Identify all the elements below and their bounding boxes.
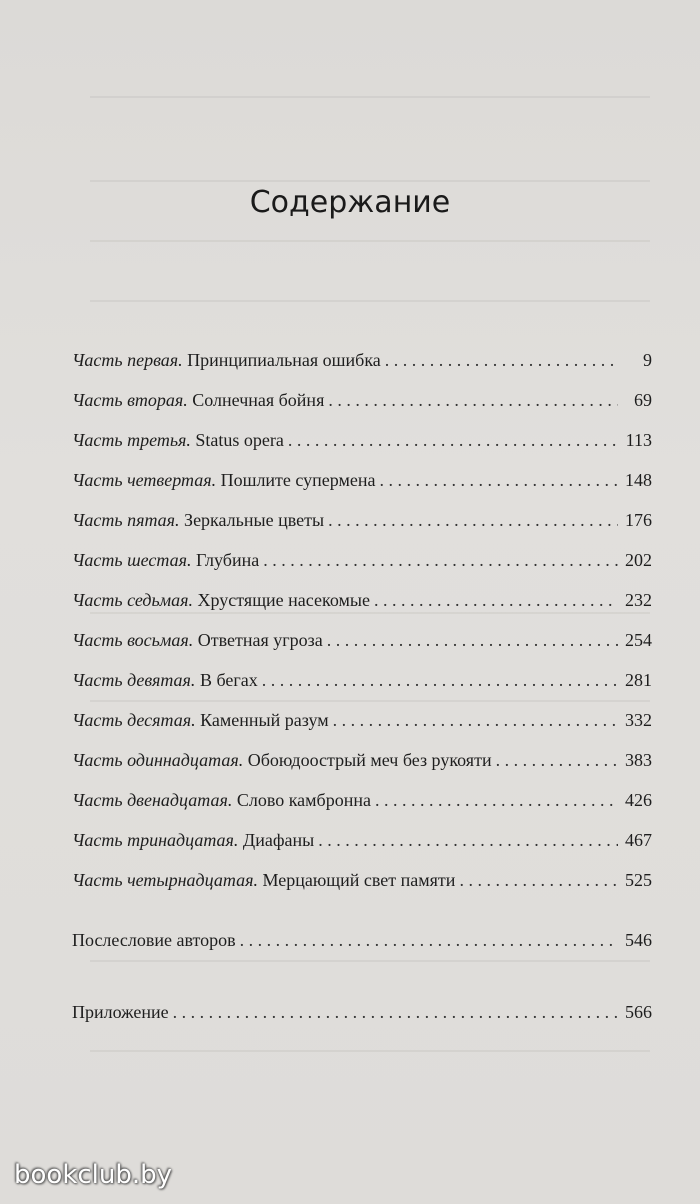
toc-part-title: Солнечная бойня bbox=[192, 390, 325, 410]
toc-leader-dots bbox=[374, 580, 618, 620]
toc-part-label: Часть седьмая. bbox=[72, 590, 194, 610]
toc-part-label: Часть тринадцатая. bbox=[72, 830, 239, 850]
toc-part-label: Часть вторая. bbox=[72, 390, 188, 410]
toc-entry bbox=[72, 500, 652, 540]
toc-part-label: Часть пятая. bbox=[72, 510, 180, 530]
toc-part-title: Слово камбронна bbox=[236, 790, 371, 810]
toc-page-number: 148 bbox=[625, 470, 652, 490]
toc-part-title: Пошлите супермена bbox=[220, 470, 376, 490]
toc-part-title: Хрустящие насекомые bbox=[197, 590, 370, 610]
table-of-contents bbox=[72, 340, 652, 900]
toc-part-label: Часть двенадцатая. bbox=[72, 790, 233, 810]
toc-appendix-title: Приложение bbox=[72, 1002, 169, 1022]
toc-page-number: 69 bbox=[634, 390, 652, 410]
toc-entry bbox=[72, 740, 652, 780]
toc-part-title: Принципиальная ошибка bbox=[187, 350, 381, 370]
toc-part-label: Часть девятая. bbox=[72, 670, 196, 690]
toc-appendix bbox=[72, 992, 652, 1032]
toc-leader-dots bbox=[496, 740, 618, 780]
toc-entry bbox=[72, 860, 652, 900]
toc-page-number: 467 bbox=[625, 830, 652, 850]
toc-page-number: 525 bbox=[625, 870, 652, 890]
toc-page-number: 232 bbox=[625, 590, 652, 610]
toc-part-label: Часть шестая. bbox=[72, 550, 192, 570]
toc-entry bbox=[72, 340, 652, 380]
toc-entry bbox=[72, 460, 652, 500]
toc-entry bbox=[72, 540, 652, 580]
toc-page-number: 254 bbox=[625, 630, 652, 650]
toc-part-title: Мерцающий свет памяти bbox=[262, 870, 456, 890]
toc-entry bbox=[72, 620, 652, 660]
toc-afterword bbox=[72, 920, 652, 960]
toc-leader-dots bbox=[263, 540, 618, 580]
toc-page-number: 332 bbox=[625, 710, 652, 730]
toc-entry bbox=[72, 660, 652, 700]
toc-part-title: Глубина bbox=[196, 550, 260, 570]
toc-part-label: Часть десятая. bbox=[72, 710, 196, 730]
toc-part-title: Status opera bbox=[195, 430, 284, 450]
toc-part-label: Часть одиннадцатая. bbox=[72, 750, 244, 770]
toc-part-title: Обоюдоострый меч без рукояти bbox=[247, 750, 492, 770]
toc-leader-dots bbox=[173, 992, 618, 1032]
toc-entry bbox=[72, 420, 652, 460]
toc-leader-dots bbox=[328, 380, 618, 420]
toc-page-number: 426 bbox=[625, 790, 652, 810]
toc-part-title: Диафаны bbox=[242, 830, 315, 850]
toc-entry bbox=[72, 700, 652, 740]
page-title: Содержание bbox=[249, 185, 451, 220]
toc-part-label: Часть четырнадцатая. bbox=[72, 870, 258, 890]
toc-page-number: 383 bbox=[625, 750, 652, 770]
toc-page-number: 281 bbox=[625, 670, 652, 690]
toc-page-number: 202 bbox=[625, 550, 652, 570]
toc-part-label: Часть четвертая. bbox=[72, 470, 217, 490]
toc-page-number: 566 bbox=[625, 1002, 652, 1022]
toc-leader-dots bbox=[459, 860, 618, 900]
toc-afterword-title: Послесловие авторов bbox=[72, 930, 236, 950]
toc-leader-dots bbox=[240, 920, 618, 960]
watermark: bookclub.by bbox=[14, 1160, 173, 1190]
toc-entry bbox=[72, 580, 652, 620]
toc-entry bbox=[72, 992, 652, 1032]
toc-entry bbox=[72, 920, 652, 960]
toc-part-label: Часть первая. bbox=[72, 350, 183, 370]
toc-page-number: 9 bbox=[643, 350, 652, 370]
toc-entry bbox=[72, 380, 652, 420]
toc-part-label: Часть восьмая. bbox=[72, 630, 194, 650]
toc-leader-dots bbox=[333, 700, 618, 740]
toc-leader-dots bbox=[327, 620, 618, 660]
toc-page-number: 546 bbox=[625, 930, 652, 950]
toc-leader-dots bbox=[288, 420, 618, 460]
toc-leader-dots bbox=[385, 340, 618, 380]
toc-part-title: Каменный разум bbox=[200, 710, 329, 730]
toc-page-number: 176 bbox=[625, 510, 652, 530]
toc-leader-dots bbox=[380, 460, 618, 500]
toc-entry bbox=[72, 780, 652, 820]
toc-leader-dots bbox=[318, 820, 618, 860]
toc-entry bbox=[72, 820, 652, 860]
toc-page-number: 113 bbox=[625, 430, 652, 450]
toc-part-title: Ответная угроза bbox=[197, 630, 323, 650]
toc-leader-dots bbox=[328, 500, 618, 540]
toc-part-title: В бегах bbox=[199, 670, 258, 690]
toc-leader-dots bbox=[262, 660, 618, 700]
toc-leader-dots bbox=[375, 780, 618, 820]
toc-part-label: Часть третья. bbox=[72, 430, 191, 450]
toc-part-title: Зеркальные цветы bbox=[184, 510, 325, 530]
